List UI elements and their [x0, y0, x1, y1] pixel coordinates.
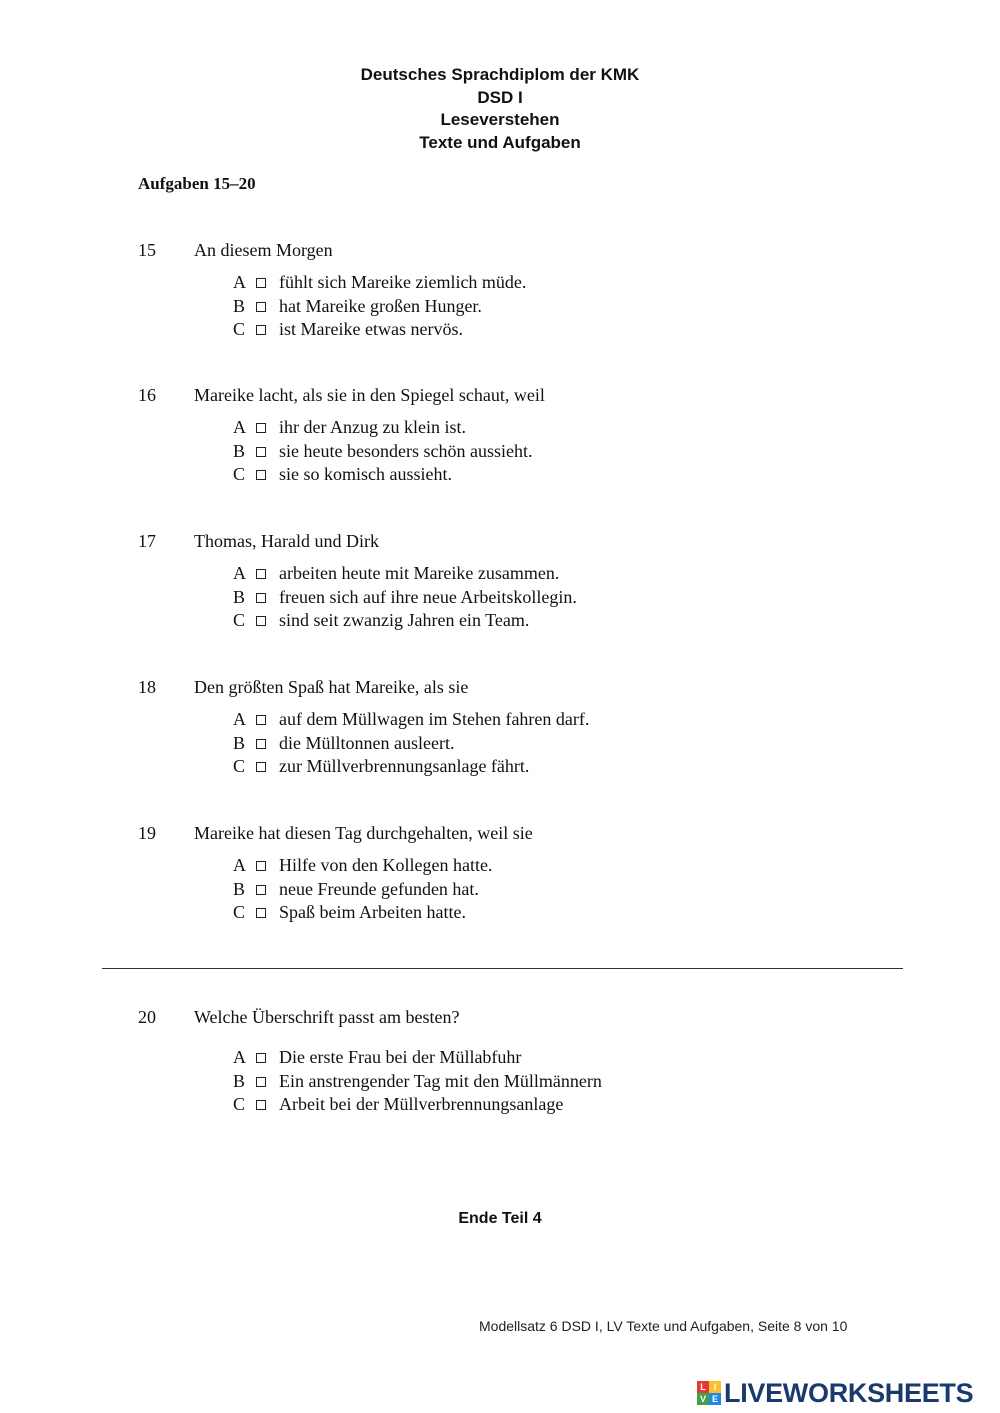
checkbox[interactable]	[256, 447, 266, 457]
checkbox[interactable]	[256, 1077, 266, 1087]
section-divider	[102, 968, 903, 969]
option-letter: C	[233, 1094, 246, 1114]
option-text: sie so komisch aussieht.	[279, 464, 452, 484]
option-a[interactable]	[0, 272, 1000, 296]
option-b[interactable]	[0, 441, 1000, 465]
option-text: hat Mareike großen Hunger.	[279, 295, 482, 316]
option-text: die Mülltonnen ausleert.	[279, 732, 455, 753]
checkbox[interactable]	[256, 1053, 266, 1063]
header-subtitle: Texte und Aufgaben	[419, 132, 581, 152]
document-header	[0, 64, 1000, 154]
option-a[interactable]	[0, 417, 1000, 441]
option-b[interactable]	[0, 733, 1000, 757]
option-text: Die erste Frau bei der Müllabfuhr	[279, 1047, 522, 1067]
option-text: ist Mareike etwas nervös.	[279, 319, 463, 339]
option-a[interactable]	[0, 709, 1000, 733]
checkbox[interactable]	[256, 278, 266, 288]
header-level: DSD I	[477, 87, 523, 107]
checkbox[interactable]	[256, 1100, 266, 1110]
option-a[interactable]	[0, 855, 1000, 879]
option-letter: C	[233, 610, 246, 630]
checkbox[interactable]	[256, 739, 266, 749]
option-text: auf dem Müllwagen im Stehen fahren darf.	[279, 709, 590, 729]
option-a[interactable]	[0, 1047, 1000, 1071]
option-text: Hilfe von den Kollegen hatte.	[279, 855, 493, 875]
option-letter: B	[233, 295, 246, 316]
option-b[interactable]	[0, 1071, 1000, 1095]
liveworksheets-watermark	[697, 1378, 973, 1408]
option-text: sie heute besonders schön aussieht.	[279, 440, 533, 461]
question-number: 16	[138, 385, 156, 405]
option-text: sind seit zwanzig Jahren ein Team.	[279, 610, 530, 630]
header-title: Deutsches Sprachdiplom der KMK	[360, 65, 640, 84]
option-text: freuen sich auf ihre neue Arbeitskollegin.	[279, 586, 577, 607]
option-letter: B	[233, 732, 246, 753]
option-text: Spaß beim Arbeiten hatte.	[279, 902, 466, 922]
question-number: 15	[138, 240, 156, 260]
option-b[interactable]	[0, 879, 1000, 903]
question-text: Den größten Spaß hat Mareike, als sie	[194, 677, 469, 697]
logo-letter-i: I	[709, 1381, 721, 1393]
checkbox[interactable]	[256, 885, 266, 895]
checkbox[interactable]	[256, 908, 266, 918]
option-letter: A	[233, 272, 246, 292]
checkbox[interactable]	[256, 762, 266, 772]
end-of-part-label: Ende Teil 4	[458, 1210, 542, 1227]
question-18	[0, 677, 1000, 776]
logo-letter-e: E	[709, 1393, 721, 1405]
question-15	[0, 240, 1000, 339]
checkbox[interactable]	[256, 593, 266, 603]
option-text: ihr der Anzug zu klein ist.	[279, 417, 466, 437]
option-letter: C	[233, 319, 246, 339]
liveworksheets-logo-icon	[697, 1381, 721, 1405]
option-b[interactable]	[0, 587, 1000, 611]
logo-letter-v: V	[697, 1393, 709, 1405]
section-title: Aufgaben 15–20	[138, 174, 256, 193]
option-text: Arbeit bei der Müllverbrennungsanlage	[279, 1094, 564, 1114]
liveworksheets-wordmark: LIVEWORKSHEETS	[724, 1377, 974, 1408]
option-letter: B	[233, 1070, 246, 1091]
checkbox[interactable]	[256, 470, 266, 480]
option-letter: A	[233, 855, 246, 875]
option-b[interactable]	[0, 296, 1000, 320]
checkbox[interactable]	[256, 861, 266, 871]
option-text: neue Freunde gefunden hat.	[279, 878, 479, 899]
checkbox[interactable]	[256, 423, 266, 433]
checkbox[interactable]	[256, 715, 266, 725]
option-c[interactable]	[0, 1094, 1000, 1118]
question-text: Mareike lacht, als sie in den Spiegel schaut, weil	[194, 385, 545, 405]
option-c[interactable]	[0, 756, 1000, 780]
question-number: 17	[138, 531, 156, 551]
checkbox[interactable]	[256, 325, 266, 335]
question-number: 19	[138, 823, 156, 843]
option-letter: C	[233, 464, 246, 484]
option-text: Ein anstrengender Tag mit den Müllmännern	[279, 1070, 602, 1091]
option-c[interactable]	[0, 464, 1000, 488]
option-text: zur Müllverbrennungsanlage fährt.	[279, 756, 530, 776]
option-letter: A	[233, 417, 246, 437]
option-letter: A	[233, 563, 246, 583]
question-text: Thomas, Harald und Dirk	[194, 531, 379, 551]
option-letter: C	[233, 902, 246, 922]
option-letter: B	[233, 440, 246, 461]
checkbox[interactable]	[256, 616, 266, 626]
checkbox[interactable]	[256, 569, 266, 579]
option-letter: A	[233, 1047, 246, 1067]
question-number: 20	[138, 1007, 156, 1027]
option-c[interactable]	[0, 319, 1000, 343]
option-letter: B	[233, 586, 246, 607]
option-text: fühlt sich Mareike ziemlich müde.	[279, 272, 527, 292]
option-a[interactable]	[0, 563, 1000, 587]
logo-letter-l: L	[697, 1381, 709, 1393]
question-text: An diesem Morgen	[194, 240, 333, 260]
page-footer: Modellsatz 6 DSD I, LV Texte und Aufgaben, Seite 8 von 10	[479, 1318, 848, 1334]
question-17	[0, 531, 1000, 630]
option-c[interactable]	[0, 902, 1000, 926]
option-letter: C	[233, 756, 246, 776]
checkbox[interactable]	[256, 302, 266, 312]
option-text: arbeiten heute mit Mareike zusammen.	[279, 563, 560, 583]
option-letter: A	[233, 709, 246, 729]
question-16	[0, 385, 1000, 484]
option-letter: B	[233, 878, 246, 899]
question-19	[0, 823, 1000, 922]
question-text: Welche Überschrift passt am besten?	[194, 1007, 460, 1027]
header-section: Leseverstehen	[440, 110, 560, 129]
question-number: 18	[138, 677, 156, 697]
question-text: Mareike hat diesen Tag durchgehalten, weil sie	[194, 823, 533, 843]
question-20	[0, 1007, 1000, 1114]
option-c[interactable]	[0, 610, 1000, 634]
